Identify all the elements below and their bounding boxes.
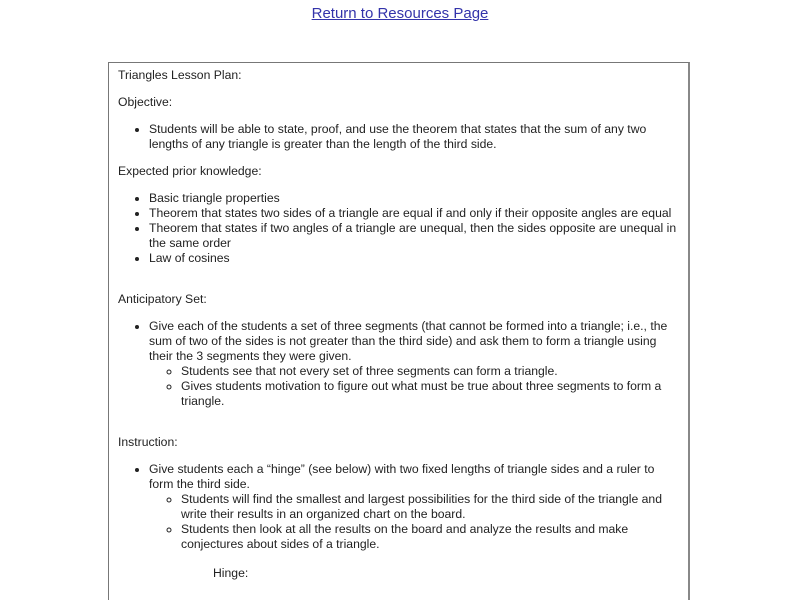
- list-item: • Theorem that states two sides of a triangle are equal if and only if their opposite angles are equal: [149, 206, 679, 221]
- list-item: • Basic triangle properties: [149, 191, 679, 206]
- prior-knowledge-list: [118, 191, 679, 266]
- top-link-container: [0, 5, 800, 23]
- anticipatory-set-sublist: [149, 364, 679, 409]
- return-to-resources-link[interactable]: Return to Resources Page: [311, 5, 489, 22]
- instruction-sublist: [149, 492, 679, 552]
- instruction-list: [118, 462, 679, 581]
- list-item-text: Give students each a “hinge” (see below) with two fixed lengths of triangle sides and a ruler to form the third side.: [149, 462, 655, 491]
- sublist-item: ◦ Students then look at all the results on the board and analyze the results and make conjectures about sides of a triangle.: [181, 522, 679, 552]
- hinge-label: Hinge:: [213, 566, 249, 580]
- list-item: • Students will be able to state, proof, and use the theorem that states that the sum of any two lengths of any triangle is greater than the length of the third side.: [149, 122, 679, 152]
- list-item: • Law of cosines: [149, 251, 679, 266]
- list-item: • Theorem that states if two angles of a triangle are unequal, then the sides opposite are unequal in the same order: [149, 221, 679, 251]
- anticipatory-set-list: [118, 319, 679, 409]
- objective-list: [118, 122, 679, 152]
- spacer: [118, 421, 679, 435]
- sublist-item: ◦ Students see that not every set of three segments can form a triangle.: [181, 364, 679, 379]
- spacer: [118, 278, 679, 292]
- instruction-heading: Instruction:: [118, 435, 178, 449]
- list-item: [149, 462, 679, 581]
- list-item: [149, 319, 679, 409]
- prior-knowledge-heading: Expected prior knowledge:: [118, 164, 262, 178]
- objective-heading: Objective:: [118, 95, 173, 109]
- sublist-item: ◦ Gives students motivation to figure out what must be true about three segments to form a triangle.: [181, 379, 679, 409]
- anticipatory-set-heading: Anticipatory Set:: [118, 292, 207, 306]
- lesson-plan-box: [108, 62, 690, 600]
- lesson-plan-title: Triangles Lesson Plan:: [118, 68, 242, 82]
- sublist-item: ◦ Students will find the smallest and largest possibilities for the third side of the triangle and write their results in an organized chart on the board.: [181, 492, 679, 522]
- list-item-text: Give each of the students a set of three segments (that cannot be formed into a triangle; i.e., the sum of two of the sides is not greater than the third side) and ask them to form a triangle using their the 3 segments they were given.: [149, 319, 668, 363]
